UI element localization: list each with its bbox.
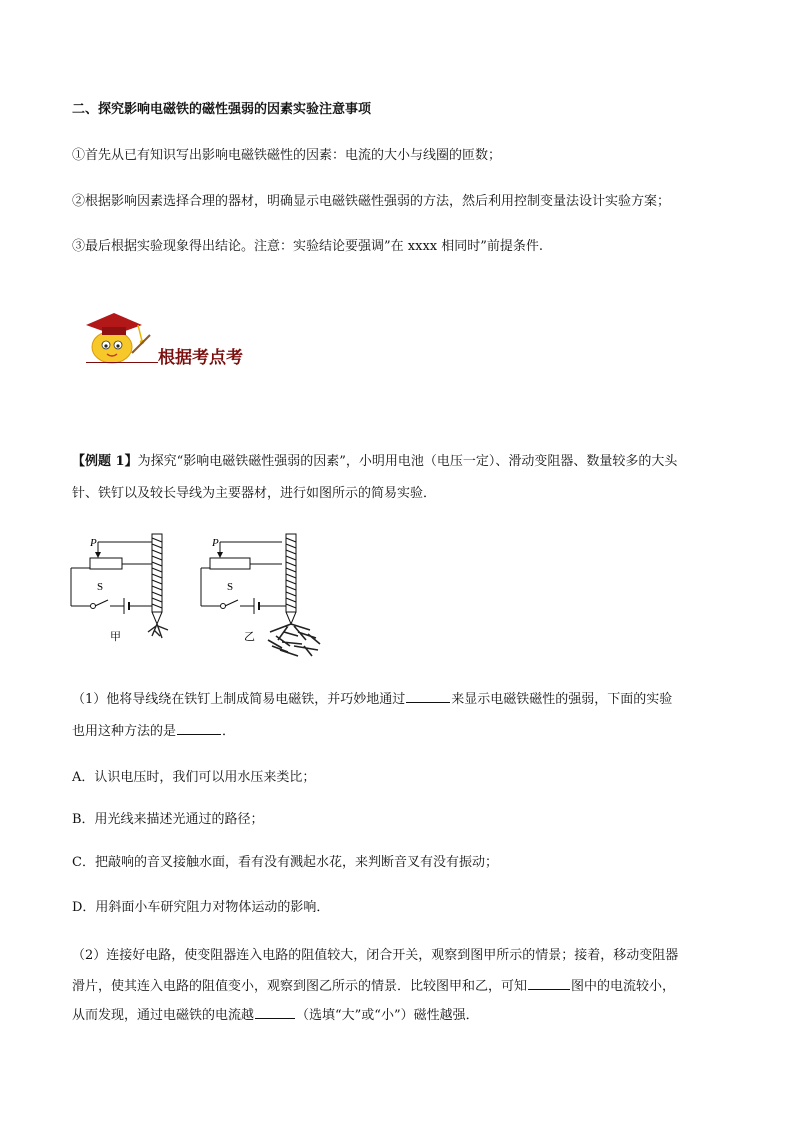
label-p-jia: P	[90, 537, 97, 549]
example-intro-text: 为探究“影响电磁铁磁性强弱的因素”，小明用电池（电压一定）、滑动变阻器、数量较多的大头	[137, 454, 678, 469]
caption-yi: 乙	[244, 631, 255, 643]
option-d: D．用斜面小车研究阻力对物体运动的影响．	[72, 900, 330, 915]
example-tag: 【例题 1】	[72, 454, 138, 469]
option-b: B．用光线来描述光通过的路径；	[72, 812, 264, 827]
circuit-figure-yi	[198, 528, 338, 664]
section-title: 二、探究影响电磁铁的磁性强弱的因素实验注意事项	[72, 102, 372, 117]
label-s-jia: S	[97, 581, 104, 593]
question-2-line-1: （2）连接好电路，使变阻器连入电路的阻值较大，闭合开关，观察到图甲所示的情景；接着，移动变阻器	[72, 948, 679, 963]
note-item-2: ②根据影响因素选择合理的器材，明确显示电磁铁磁性强弱的方法，然后利用控制变量法设计实验方案；	[72, 194, 671, 209]
option-a: A．认识电压时，我们可以用水压来类比；	[72, 770, 316, 785]
banner-title: 根据考点考	[158, 348, 243, 368]
answer-blank-1[interactable]	[406, 688, 450, 703]
banner-underline	[86, 362, 158, 363]
label-p-yi: P	[212, 537, 219, 549]
question-1-line-1: （1）他将导线绕在铁钉上制成简易电磁铁，并巧妙地通过 来显示电磁铁磁性的强弱，下面的实验	[72, 688, 724, 710]
question-1-line-2: 也用这种方法的是 ．	[72, 720, 724, 742]
option-c: C．把敲响的音叉接触水面，看有没有溅起水花，来判断音叉有没有振动；	[72, 855, 498, 870]
example-intro-line-2: 针、铁钉以及较长导线为主要器材，进行如图所示的简易实验．	[72, 486, 437, 501]
answer-blank-2[interactable]	[177, 720, 221, 735]
question-2-line-3: 从而发现，通过电磁铁的电流越 （选填“大”或“小”）磁性越强．	[72, 1004, 724, 1026]
caption-jia: 甲	[110, 631, 121, 643]
note-item-3: ③最后根据实验现象得出结论。注意：实验结论要强调”在 xxxx 相同时”前提条件.	[72, 239, 544, 254]
circuit-figure-jia	[68, 528, 188, 652]
answer-blank-3[interactable]	[528, 975, 570, 990]
answer-blank-4[interactable]	[255, 1004, 295, 1019]
label-s-yi: S	[227, 581, 234, 593]
question-2-line-2: 滑片，使其连入电路的阻值变小，观察到图乙所示的情景．比较图甲和乙，可知 图中的电流较小，	[72, 975, 724, 997]
note-item-1: ①首先从已有知识写出影响电磁铁磁性的因素：电流的大小与线圈的匝数；	[72, 148, 502, 163]
example-intro-line-1	[72, 452, 724, 472]
